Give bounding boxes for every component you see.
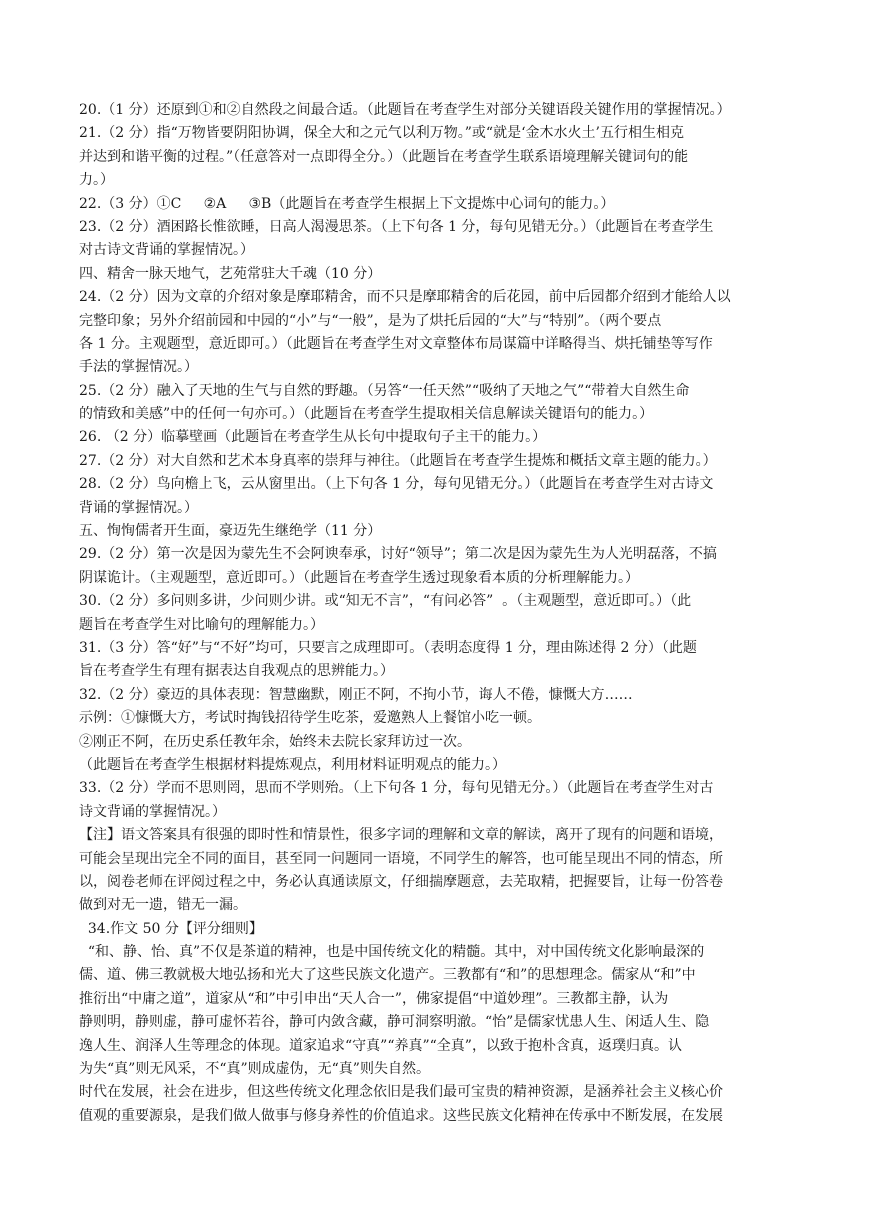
text-line: 24.（2 分）因为文章的介绍对象是摩耶精舍，而不只是摩耶精舍的后花园，前中后园都介绍到才能给人以 xyxy=(79,289,731,306)
text-line: 并达到和谐平衡的过程。”（任意答对一点即得全分。）（此题旨在考查学生联系语境理解关键词句的能 xyxy=(79,148,689,165)
text-line: 33.（2 分）学而不思则罔，思而不学则殆。（上下句各 1 分，每句见错无分。）（此题旨在考查学生对古 xyxy=(79,780,714,797)
text-line: 可能会呈现出完全不同的面目，甚至同一问题同一语境，不同学生的解答，也可能呈现出不同的情态，所 xyxy=(79,850,723,867)
text-line: 旨在考查学生有理有据表达自我观点的思辨能力。） xyxy=(79,663,394,680)
text-line: 32.（2 分）豪迈的具体表现：智慧幽默，刚正不阿，不拘小节，诲人不倦，慷慨大方…… xyxy=(79,686,633,703)
text-line: 时代在发展，社会在进步，但这些传统文化理念依旧是我们最可宝贵的精神资源，是涵养社会主义核心价 xyxy=(79,1084,723,1101)
text-line: 完整印象；另外介绍前园和中园的“小”与“一般”，是为了烘托后园的“大”与“特别”。（两个要点 xyxy=(79,312,662,329)
text-line: 逸人生、润泽人生等理念的体现。道家追求“守真”“养真”“全真”，以致于抱朴含真，返璞归真。认 xyxy=(79,1037,682,1054)
text-line: 以，阅卷老师在评阅过程之中，务必认真通读原文，仔细揣摩题意，去芜取精，把握要旨，让每一份答卷 xyxy=(79,873,723,890)
text-line: （此题旨在考查学生根据材料提炼观点，利用材料证明观点的能力。） xyxy=(79,756,506,773)
text-line: 推衍出“中庸之道”，道家从“和”中引申出“天人合一”，佛家提倡“中道妙理”。三教都主静，认为 xyxy=(79,990,669,1007)
text-line: 34.作文 50 分【评分细则】 xyxy=(79,920,263,937)
text-line: 各 1 分。主观题型，意近即可。）（此题旨在考查学生对文章整体布局谋篇中详略得当、烘托铺垫等写作 xyxy=(79,335,713,352)
text-line: 的情致和美感”中的任何一句亦可。）（此题旨在考查学生提取相关信息解读关键语句的能力。） xyxy=(79,406,654,423)
text-line: 题旨在考查学生对比喻句的理解能力。） xyxy=(79,616,324,633)
text-line: 阴谋诡计。（主观题型，意近即可。）（此题旨在考查学生透过现象看本质的分析理解能力。） xyxy=(79,569,639,586)
text-line: 31.（3 分）答“好”与“不好”均可，只要言之成理即可。（表明态度得 1 分，理由陈述得 2 分）（此题 xyxy=(79,639,697,656)
text-line: 27.（2 分）对大自然和艺术本身真率的崇拜与神往。（此题旨在考查学生提炼和概括文章主题的能力。） xyxy=(79,452,717,469)
text-line: 力。） xyxy=(79,172,114,189)
text-line: 对古诗文背诵的掌握情况。） xyxy=(79,242,254,259)
text-line: 30.（2 分）多问则多讲，少问则少讲。或“知无不言”，“有问必答” 。（主观题型，意近即可。）（此 xyxy=(79,593,692,610)
text-line: 【注】语文答案具有很强的即时性和情景性，很多字词的理解和文章的解读，离开了现有的问题和语境， xyxy=(79,827,723,844)
text-line: ②刚正不阿，在历史系任教年余，始终未去院长家拜访过一次。 xyxy=(79,733,471,750)
text-line: 23.（2 分）酒困路长惟欲睡，日高人渴漫思茶。（上下句各 1 分，每句见错无分。）（此题旨在考查学生 xyxy=(79,218,714,235)
text-line: 28.（2 分）鸟向檐上飞，云从窗里出。（上下句各 1 分，每句见错无分。）（此题旨在考查学生对古诗文 xyxy=(79,476,714,493)
text-line: 20.（1 分）还原到①和②自然段之间最合适。（此题旨在考查学生对部分关键语段关键作用的掌握情况。） xyxy=(79,102,731,118)
text-line: 做到对无一遗，错无一漏。 xyxy=(79,897,247,914)
text-line: 五、恂恂儒者开生面，豪迈先生继绝学（11 分） xyxy=(79,523,382,540)
text-line: “和、静、怡、真”不仅是茶道的精神，也是中国传统文化的精髓。其中，对中国传统文化影响最深的 xyxy=(79,944,705,961)
text-line: 示例：①慷慨大方，考试时掏钱招待学生吃茶，爱邀熟人上餐馆小吃一顿。 xyxy=(79,710,541,727)
text-line: 儒、道、佛三教就极大地弘扬和光大了这些民族文化遗产。三教都有“和”的思想理念。儒家从“和”中 xyxy=(79,967,696,984)
text-line: 手法的掌握情况。） xyxy=(79,359,198,376)
text-line: 29.（2 分）第一次是因为蒙先生不会阿谀奉承，讨好“领导”；第二次是因为蒙先生为人光明磊落，不搞 xyxy=(79,546,717,563)
text-line: 背诵的掌握情况。） xyxy=(79,499,198,516)
text-line: 为失“真”则无风采，不“真”则成虚伪，无“真”则失自然。 xyxy=(79,1061,430,1078)
text-line: 25.（2 分）融入了天地的生气与自然的野趣。（另答“一任天然”“吸纳了天地之气”“带着大自然生命 xyxy=(79,382,690,399)
text-line: 诗文背诵的掌握情况。） xyxy=(79,803,226,820)
text-line: 22.（3 分）①C ②A ③B（此题旨在考查学生根据上下文提炼中心词句的能力。） xyxy=(79,195,615,212)
text-line: 值观的重要源泉，是我们做人做事与修身养性的价值追求。这些民族文化精神在传承中不断发展，在发展 xyxy=(79,1107,723,1124)
text-line: 26. （2 分）临摹壁画（此题旨在考查学生从长句中提取句子主干的能力。） xyxy=(79,429,547,446)
text-line: 21.（2 分）指“万物皆要阴阳协调，保全大和之元气以利万物。”或“就是‘金木水火土’五行相生相克 xyxy=(79,125,684,142)
text-line: 静则明，静则虚，静可虚怀若谷，静可内敛含藏，静可洞察明澈。“怡”是儒家忧患人生、闲适人生、隐 xyxy=(79,1014,710,1031)
text-line: 四、精舍一脉天地气，艺苑常驻大千魂（10 分） xyxy=(79,265,382,282)
answer-key-text xyxy=(79,99,791,1128)
